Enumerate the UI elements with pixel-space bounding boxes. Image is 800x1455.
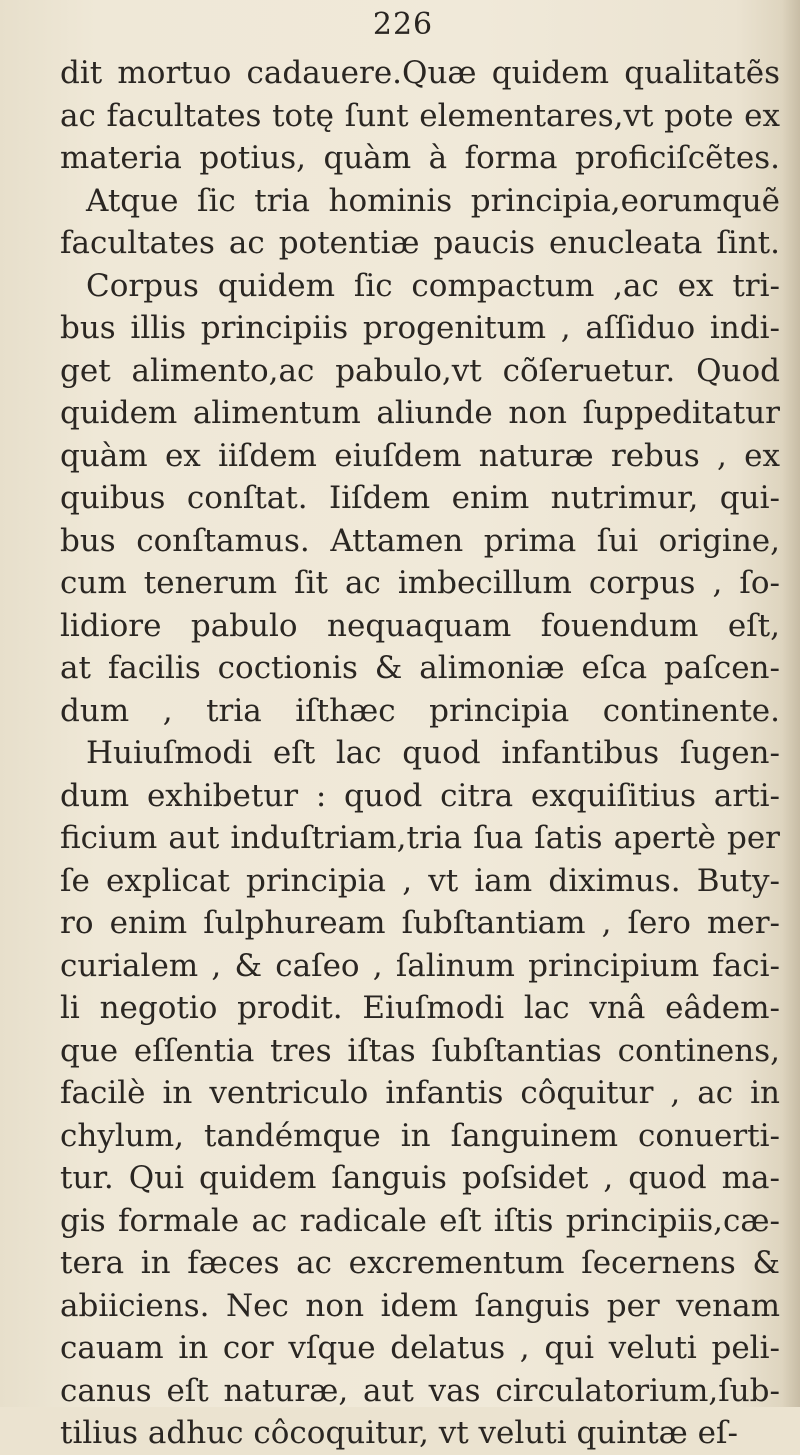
text-line: ficium aut induſtriam,tria ſua ſatis apertè per: [60, 820, 780, 856]
text-line: Corpus quidem ſic compactum ,ac ex tri-: [86, 267, 780, 304]
text-line: Atque ſic tria hominis principia,eorumquẽ: [86, 182, 780, 219]
text-line: cauam in cor vſque delatus , qui veluti peli-: [60, 1330, 780, 1366]
text-line: gis formale ac radicale eſt iſtis principiis,cæ-: [60, 1202, 780, 1239]
text-line: ac facultates totę ſunt elementares,vt pote ex: [60, 97, 780, 134]
text-line: tur. Qui quidem ſanguis poſsidet , quod ma-: [60, 1160, 780, 1196]
text-line: ro enim ſulphuream ſubſtantiam , ſero mer-: [60, 905, 780, 941]
page-edge-shadow: [782, 0, 800, 1407]
text-line: dit mortuo cadauere.Quæ quidem qualitatẽs: [60, 55, 780, 91]
text-line: bus illis principiis progenitum , aſſiduo indi-: [60, 310, 780, 346]
text-line: chylum, tandémque in ſanguinem conuerti-: [60, 1117, 780, 1154]
text-line: tilius adhuc côcoquitur, vt veluti quintæ eſ-: [60, 1415, 738, 1451]
text-line: get alimento,ac pabulo,vt cõſeruetur. Quod: [60, 352, 780, 389]
page-number: 226: [372, 7, 434, 42]
text-line: quidem alimentum aliunde non ſuppeditatur: [60, 395, 780, 431]
text-line: facultates ac potentiæ paucis enucleata ſint.: [60, 225, 780, 261]
text-line: li negotio prodit. Eiuſmodi lac vnâ eâdem-: [60, 990, 780, 1026]
text-line: quàm ex iiſdem eiuſdem naturæ rebus , ex: [60, 437, 780, 474]
text-line: facilè in ventriculo infantis côquitur , ac in: [60, 1075, 780, 1111]
text-line: cum tenerum ſit ac imbecillum corpus , ſo-: [60, 565, 780, 601]
text-line: dum exhibetur : quod citra exquiſitius arti-: [60, 777, 780, 814]
text-line: que eſſentia tres iſtas ſubſtantias continens,: [60, 1032, 780, 1069]
text-line: Huiuſmodi eſt lac quod infantibus ſugen-: [86, 735, 780, 771]
text-line: quibus conſtat. Iiſdem enim nutrimur, qui-: [60, 480, 780, 516]
text-line: materia potius, quàm à forma proficiſcẽtes.: [60, 140, 780, 176]
body-text: [60, 52, 780, 1455]
text-line: at facilis coctionis & alimoniæ eſca paſcen-: [60, 650, 780, 686]
text-line: curialem , & caſeo , ſalinum principium faci-: [60, 947, 780, 984]
text-line: abiiciens. Nec non idem ſanguis per venam: [60, 1287, 780, 1324]
text-line: dum , tria iſthæc principia continente.: [60, 692, 780, 729]
text-line: ſe explicat principia , vt iam diximus. Buty-: [60, 862, 780, 899]
text-line: lidiore pabulo nequaquam fouendum eſt,: [60, 607, 780, 644]
text-line: bus conſtamus. Attamen prima ſui origine,: [60, 522, 780, 559]
text-line: canus eſt naturæ, aut vas circulatorium,ſub-: [60, 1372, 780, 1409]
text-line: tera in fæces ac excrementum ſecernens &: [60, 1245, 780, 1281]
